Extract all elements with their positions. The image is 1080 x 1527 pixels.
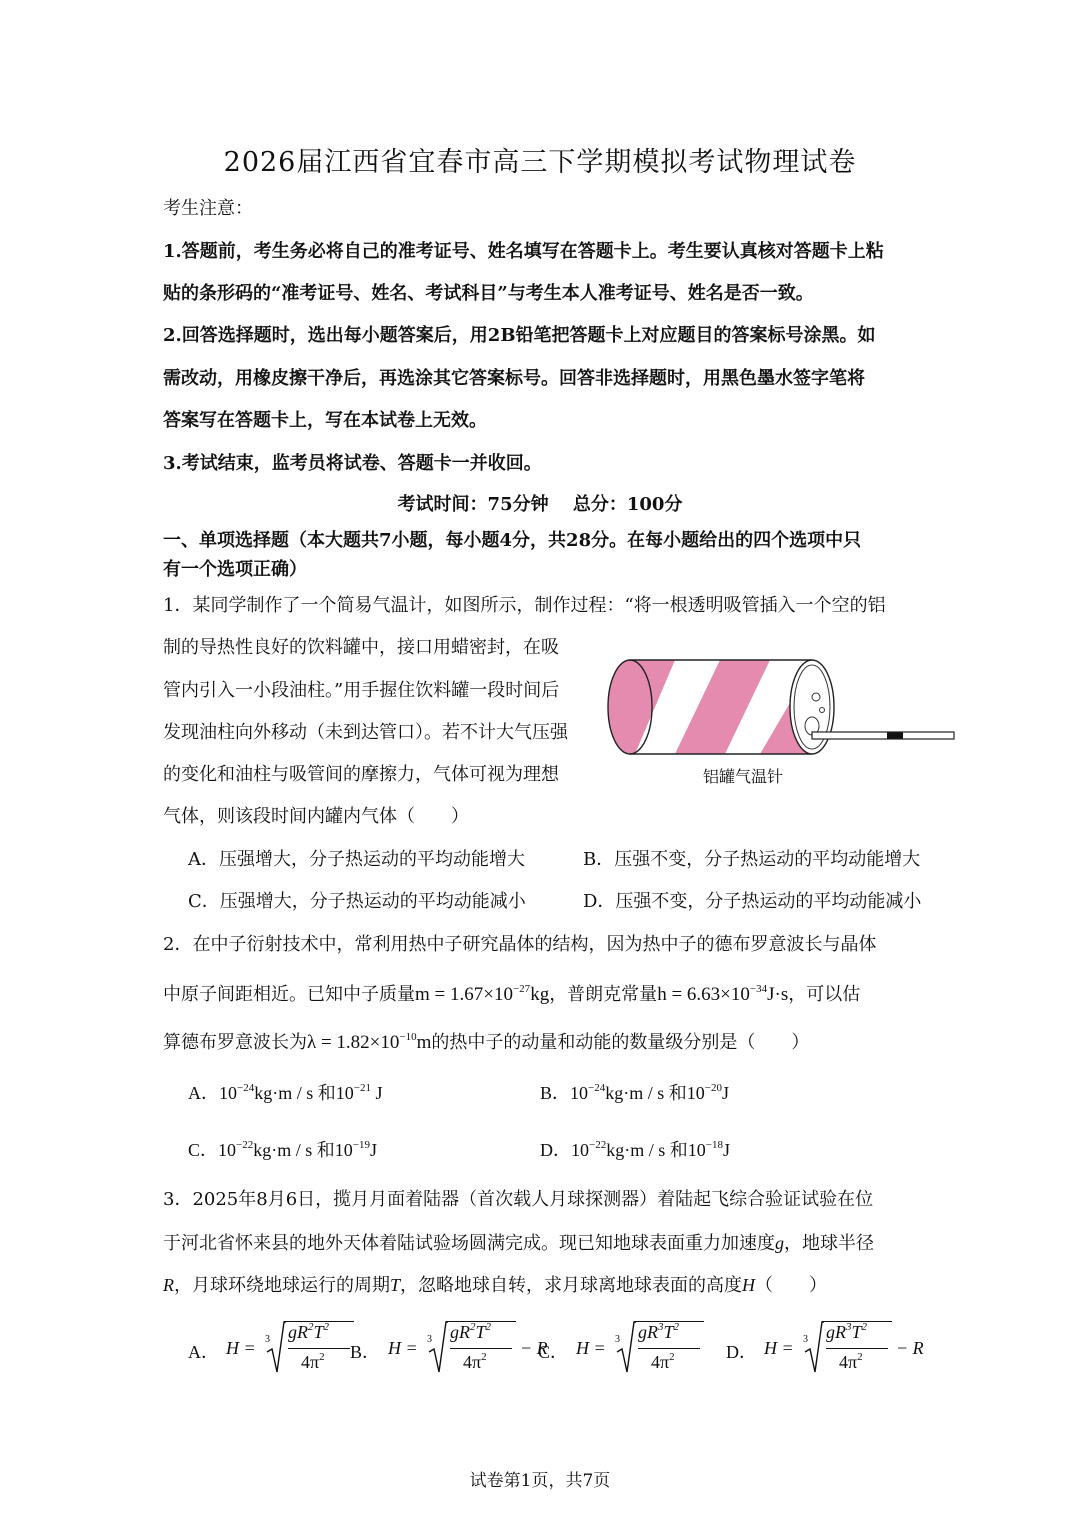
wavelength-value: λ = 1.82×10	[307, 1032, 400, 1053]
q2-option-b: B．$10^{-24}kg\cdot m / s$ 和$10^{-20}J$	[540, 1082, 729, 1103]
section-heading-cont: 有一个选项正确）	[163, 559, 307, 580]
radical-sign	[266, 1320, 286, 1378]
oil-column	[887, 733, 903, 739]
straw	[812, 732, 954, 739]
exam-info: 考试时间：75分钟 总分：100分	[397, 494, 683, 515]
formula-denominator: $4\pi^2$	[301, 1351, 325, 1372]
q2-option-a: A．$10^{-24}kg\cdot m / s$ 和$10^{-21}$ J	[188, 1082, 383, 1103]
option-label: C．	[538, 1342, 569, 1362]
q2-stem-line2: 中原子间距相近。已知中子质量$m = 1.67\times 10^{-27}kg$，普朗克常量$h = 6.63\times 10^{-34}J\cdot s$，可以估	[163, 983, 861, 1005]
fraction-bar	[450, 1348, 512, 1349]
notice-line: 3.考试结束，监考员将试卷、答题卡一并收回。	[163, 453, 542, 474]
planck-value: h = 6.63×10	[657, 984, 750, 1005]
page-title: 2026届江西省宜春市高三下学期模拟考试物理试卷	[223, 147, 857, 178]
formula-denominator: $4\pi^2$	[463, 1351, 487, 1372]
option-label: A．	[188, 1342, 219, 1362]
q2-stem-line3: 算德布罗意波长为$\lambda = 1.82\times 10^{-10}m$的热中子的动量和动能的数量级分别是（ ）	[163, 1031, 810, 1053]
root-index: 3	[427, 1334, 432, 1345]
q3-stem: 3．2025年8月6日，揽月月面着陆器（首次载人月球探测器）着陆起飞综合验证试验在位	[163, 1189, 874, 1210]
q1-option-b: B．压强不变，分子热运动的平均动能增大	[583, 849, 921, 870]
radical-sign	[428, 1320, 448, 1378]
notice-line: 1.答题前，考生务必将自己的准考证号、姓名填写在答题卡上。考生要认真核对答题卡上粘	[163, 241, 884, 262]
q2-option-c: C．$10^{-22}kg\cdot m / s$ 和$10^{-19}J$	[188, 1139, 377, 1160]
formula-numerator: $gR^2T^2$	[288, 1321, 330, 1342]
formula-lhs: H =	[388, 1338, 418, 1358]
formula-numerator: $gR^3T^2$	[826, 1321, 868, 1342]
formula-lhs: H =	[764, 1338, 794, 1358]
q1-stem: 管内引入一小段油柱。”用手握住饮料罐一段时间后	[163, 680, 560, 701]
radical-sign	[804, 1320, 824, 1378]
root-index: 3	[803, 1334, 808, 1345]
formula-denominator: $4\pi^2$	[651, 1351, 675, 1372]
notice-line: 需改动，用橡皮擦干净后，再选涂其它答案标号。回答非选择题时，用黑色墨水签字笔将	[163, 368, 865, 389]
can-end-cap	[790, 660, 834, 754]
mass-value: m = 1.67×10	[415, 984, 513, 1005]
q1-stem: 发现油柱向外移动（未到达管口）。若不计大气压强	[163, 722, 568, 743]
notice-line: 贴的条形码的“准考证号、姓名、考试科目”与考生本人准考证号、姓名是否一致。	[163, 283, 814, 304]
radical-sign	[616, 1320, 636, 1378]
notice-line: 2.回答选择题时，选出每小题答案后，用2B铅笔把答题卡上对应题目的答案标号涂黑。如	[163, 325, 876, 346]
page-footer: 试卷第1页，共7页	[469, 1471, 611, 1491]
notice-line: 答案写在答题卡上，写在本试卷上无效。	[163, 410, 487, 431]
q1-option-c: C．压强增大，分子热运动的平均动能减小	[188, 891, 526, 912]
formula-denominator: $4\pi^2$	[839, 1351, 863, 1372]
q1-stem: 的变化和油柱与吸管间的摩擦力，气体可视为理想	[163, 764, 559, 785]
fraction-bar	[826, 1348, 888, 1349]
q1-option-d: D．压强不变，分子热运动的平均动能减小	[583, 891, 922, 912]
root-index: 3	[265, 1334, 270, 1345]
option-label: D．	[726, 1342, 757, 1362]
option-label: B．	[350, 1342, 381, 1362]
formula-tail: − R	[520, 1338, 548, 1358]
q1-option-a: A．压强增大，分子热运动的平均动能增大	[188, 849, 525, 870]
fraction-bar	[638, 1348, 700, 1349]
formula-tail: − R	[896, 1338, 924, 1358]
q1-stem: 制的导热性良好的饮料罐中，接口用蜡密封，在吸	[163, 637, 559, 658]
fraction-bar	[288, 1348, 350, 1349]
q1-stem: 气体，则该段时间内罐内气体（ ）	[163, 806, 469, 827]
q2-stem: 2．在中子衍射技术中，常利用热中子研究晶体的结构，因为热中子的德布罗意波长与晶体	[163, 934, 877, 955]
formula-lhs: H =	[226, 1338, 256, 1358]
formula-numerator: $gR^3T^2$	[638, 1321, 680, 1342]
formula-numerator: $gR^2T^2$	[450, 1321, 492, 1342]
formula-lhs: H =	[576, 1338, 606, 1358]
section-heading: 一、单项选择题（本大题共7小题，每小题4分，共28分。在每小题给出的四个选项中只	[163, 530, 862, 551]
notice-heading: 考生注意：	[163, 198, 253, 219]
q3-stem-line2: 于河北省怀来县的地外天体着陆试验场圆满完成。现已知地球表面重力加速度g，地球半径	[163, 1233, 874, 1254]
q1-stem: 1．某同学制作了一个简易气温计，如图所示，制作过程：“将一根透明吸管插入一个空的铝	[163, 595, 886, 616]
q2-option-d: D．$10^{-22}kg\cdot m / s$ 和$10^{-18}J$	[540, 1139, 730, 1160]
q3-stem-line3: R，月球环绕地球运行的周期T，忽略地球自转，求月球离地球表面的高度H（ ）	[163, 1275, 828, 1296]
figure-caption: 铝罐气温针	[703, 767, 784, 786]
root-index: 3	[615, 1334, 620, 1345]
